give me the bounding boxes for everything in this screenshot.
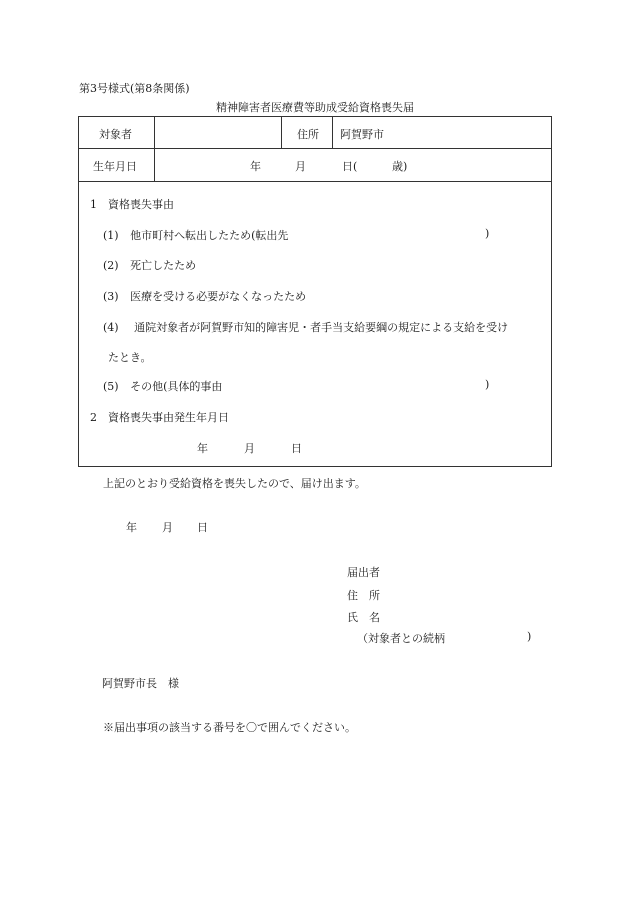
dob-day: 日( <box>342 160 358 173</box>
submission-day: 日 <box>197 521 208 534</box>
dob-year: 年 <box>250 160 261 173</box>
reason-4[interactable] <box>103 319 508 335</box>
occurrence-year: 年 <box>197 442 208 455</box>
reason-1-close: ) <box>485 227 490 240</box>
statement: 上記のとおり受給資格を喪失したので、届け出ます。 <box>103 477 366 490</box>
occurrence-day: 日 <box>291 442 302 455</box>
reason-text: その他(具体的事由 <box>130 380 223 393</box>
applicant-address-label: 住 所 <box>347 589 380 602</box>
occurrence-month: 月 <box>244 442 255 455</box>
reason-number: (2) <box>103 259 119 272</box>
subject-field[interactable] <box>159 126 277 142</box>
relation-label: （対象者との続柄 <box>357 632 445 645</box>
dob-month: 月 <box>295 160 306 173</box>
reason-3[interactable] <box>103 288 306 304</box>
reason-text: 通院対象者が阿賀野市知的障害児・者手当支給要綱の規定による支給を受け <box>134 321 509 334</box>
applicant-name-label: 氏 名 <box>347 611 380 624</box>
form-number: 第3号様式(第8条関係) <box>79 82 190 95</box>
reason-5-close: ) <box>485 378 490 391</box>
address-label: 住所 <box>297 128 319 141</box>
address-field[interactable]: 阿賀野市 <box>340 128 384 141</box>
reason-heading: 1 資格喪失事由 <box>90 198 174 211</box>
column-divider <box>281 117 282 148</box>
reason-number: (3) <box>103 290 119 303</box>
column-divider <box>332 117 333 148</box>
row-divider <box>79 181 551 182</box>
reason-4-continuation: たとき。 <box>108 351 152 364</box>
addressee: 阿賀野市長 様 <box>102 677 179 690</box>
reason-number: (4) <box>103 321 119 334</box>
occurrence-date-heading: 2 資格喪失事由発生年月日 <box>90 411 229 424</box>
document-title: 精神障害者医療費等助成受給資格喪失届 <box>216 101 414 114</box>
submission-month: 月 <box>162 521 173 534</box>
reason-text: 死亡したため <box>130 259 197 272</box>
reason-number: (1) <box>103 229 119 242</box>
reason-text: 医療を受ける必要がなくなったため <box>130 290 307 303</box>
row-divider <box>79 148 551 149</box>
reason-5[interactable] <box>103 378 222 394</box>
dob-age: 歳) <box>392 160 408 173</box>
submission-year: 年 <box>126 521 137 534</box>
reason-number: (5) <box>103 380 119 393</box>
form-table <box>78 116 552 467</box>
reason-text: 他市町村へ転出したため(転出先 <box>130 229 289 242</box>
reason-1[interactable] <box>103 227 288 243</box>
relation-close: ) <box>527 630 532 643</box>
reason-2[interactable] <box>103 257 196 273</box>
applicant-label: 届出者 <box>347 566 380 579</box>
dob-label: 生年月日 <box>93 160 137 173</box>
instruction-note: ※届出事項の該当する番号を〇で囲んでください。 <box>103 721 356 734</box>
column-divider <box>154 117 155 181</box>
subject-label: 対象者 <box>99 128 132 141</box>
